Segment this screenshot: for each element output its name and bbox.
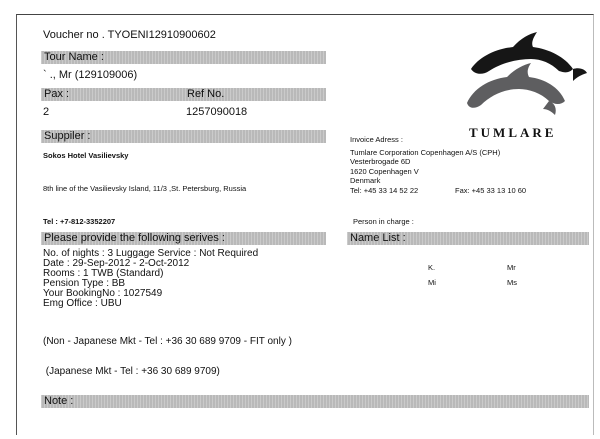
- voucher-document: [16, 14, 594, 435]
- logo-wordmark: TUMLARE: [469, 125, 557, 140]
- ref-value: 1257090018: [186, 106, 248, 118]
- tour-name-header: Tour Name :: [41, 51, 326, 64]
- service-line: No. of nights : 3 Luggage Service : Not Required: [43, 248, 259, 259]
- market-contacts: [43, 317, 292, 397]
- service-line: Pension Type : BB: [43, 278, 126, 289]
- tour-name-value: ` ., Mr (129109006): [43, 69, 138, 81]
- tumlare-logo: [461, 29, 589, 124]
- supplier-address: 8th line of the Vasilievsky Island, 11/3 ,St. Petersburg, Russia: [43, 184, 247, 193]
- name-list-name: K.: [428, 263, 436, 272]
- supplier-name: Sokos Hotel Vasilievsky: [43, 151, 129, 160]
- person-in-charge-label: Person in charge :: [353, 217, 414, 226]
- invoice-label: Invoice Adress :: [350, 135, 403, 144]
- name-list-title: Ms: [507, 278, 517, 287]
- services-header: Please provide the following serives :: [41, 232, 326, 245]
- service-line: Your BookingNo : 1027549: [43, 288, 163, 299]
- market-line: (Japanese Mkt - Tel : +36 30 689 9709): [43, 366, 220, 377]
- supplier-tel: Tel : +7-812-3352207: [43, 217, 116, 226]
- market-line: (Non - Japanese Mkt - Tel : +36 30 689 9709 - FIT only ): [43, 336, 292, 347]
- service-line: Rooms : 1 TWB (Standard): [43, 268, 164, 279]
- pax-label: Pax :: [44, 88, 70, 100]
- pax-ref-header: [41, 88, 326, 101]
- voucher-number: Voucher no . TYOENI12910900602: [43, 29, 216, 41]
- invoice-line-4: Denmark: [350, 176, 381, 185]
- pax-value: 2: [43, 106, 50, 118]
- services-details: [43, 249, 258, 309]
- note-header: Note :: [41, 395, 589, 408]
- invoice-line-1: Tumlare Corporation Copenhagen A/S (CPH): [350, 148, 501, 157]
- service-line: Date : 29-Sep-2012 - 2-Oct-2012: [43, 258, 190, 269]
- name-list-title: Mr: [507, 263, 516, 272]
- invoice-tel: Tel: +45 33 14 52 22: [350, 186, 419, 195]
- ref-label: Ref No.: [187, 88, 225, 100]
- dolphins-icon: [461, 29, 589, 124]
- invoice-fax: Fax: +45 33 13 10 60: [455, 186, 527, 195]
- supplier-header: Suppiler :: [41, 130, 326, 143]
- invoice-line-2: Vesterbrogade 6D: [350, 157, 411, 166]
- name-list-name: Mi: [428, 278, 436, 287]
- service-line: Emg Office : UBU: [43, 298, 122, 309]
- name-list-header: Name List :: [347, 232, 589, 245]
- invoice-line-3: 1620 Copenhagen V: [350, 167, 419, 176]
